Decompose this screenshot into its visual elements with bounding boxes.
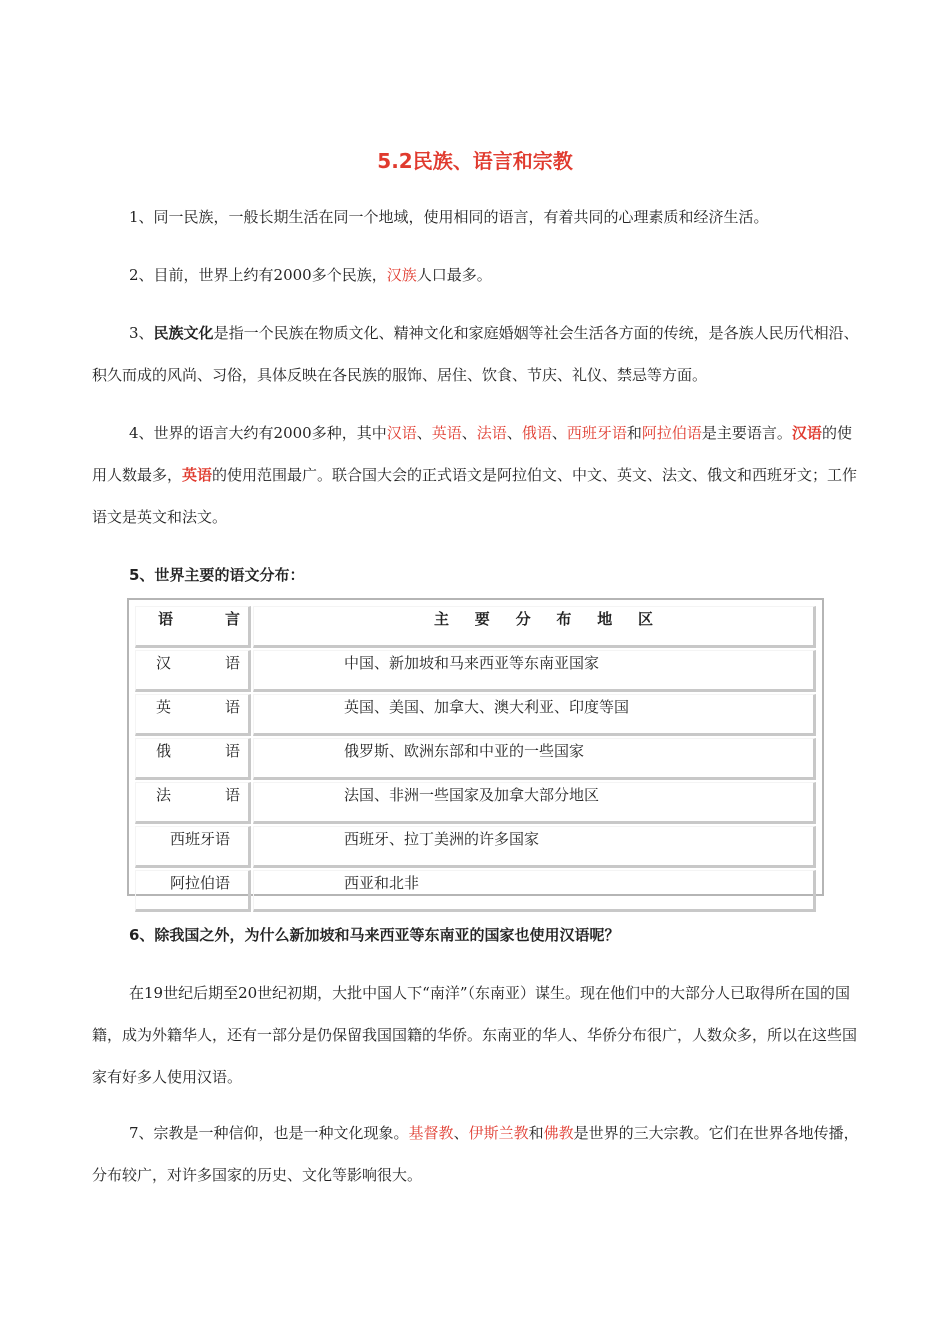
conjunction: 和: [626, 424, 642, 442]
separator: 、: [461, 424, 477, 442]
paragraph-2: [92, 254, 862, 296]
table-row: [135, 650, 816, 692]
religion-islam: 伊斯兰教: [468, 1124, 529, 1142]
language-french: 法语: [476, 424, 507, 442]
paragraph-4-intro: 4、世界的语言大约有2000多种，其中: [129, 424, 387, 442]
language-cell: 西班牙语: [135, 826, 251, 868]
table-row: [135, 870, 816, 912]
language-cell: 英语: [135, 694, 251, 736]
religion-christianity: 基督教: [408, 1124, 454, 1142]
region-cell: 中国、新加坡和马来西亚等东南亚国家: [253, 650, 816, 692]
paragraph-3-number: 3、: [129, 324, 154, 342]
paragraph-7: [92, 1112, 862, 1196]
region-cell: 俄罗斯、欧洲东部和中亚的一些国家: [253, 738, 816, 780]
religion-buddhism: 佛教: [543, 1124, 574, 1142]
language-cell: 阿拉伯语: [135, 870, 251, 912]
language-spanish: 西班牙语: [566, 424, 627, 442]
region-cell: 西班牙、拉丁美洲的许多国家: [253, 826, 816, 868]
table-header-row: [135, 606, 816, 648]
table-row: [135, 826, 816, 868]
language-english: 英语: [431, 424, 462, 442]
header-region: 主要分布地区: [253, 606, 816, 648]
table-row: [135, 782, 816, 824]
han-ethnic-highlight: 汉族: [386, 266, 417, 284]
english-widest-use: 英语: [182, 466, 213, 484]
question-6: 6、除我国之外，为什么新加坡和马来西亚等东南亚的国家也使用汉语呢？: [129, 926, 620, 944]
language-russian: 俄语: [521, 424, 552, 442]
language-cell: 汉语: [135, 650, 251, 692]
region-cell: 法国、非洲一些国家及加拿大部分地区: [253, 782, 816, 824]
paragraph-1: 1、同一民族，一般长期生活在同一个地域，使用相同的语言，有着共同的心理素质和经济生活。: [129, 208, 769, 226]
table-row: [135, 738, 816, 780]
answer-6: 在19世纪后期至20世纪初期，大批中国人下“南洋”（东南亚）谋生。现在他们中的大部分人已取得所在国的国籍，成为外籍华人，还有一部分是仍保留我国国籍的华侨。东南亚的华人、华侨分布很广，人数众多，所以在这些国家有好多人使用汉语。: [92, 984, 858, 1086]
paragraph-7-text: 是世界的三大宗教。它们在世界各地传播，分布较广，对许多国家的历史、文化等影响很大。: [92, 1124, 859, 1184]
language-cell: 俄语: [135, 738, 251, 780]
table-row: [135, 694, 816, 736]
page-title: 5.2民族、语言和宗教: [377, 149, 573, 173]
region-cell: 西亚和北非: [253, 870, 816, 912]
paragraph-3-text: 是指一个民族在物质文化、精神文化和家庭婚姻等社会生活各方面的传统，是各族人民历代相沿、积久而成的风尚、习俗，具体反映在各民族的服饰、居住、饮食、节庆、礼仪、禁忌等方面。: [92, 324, 859, 384]
separator: 、: [416, 424, 432, 442]
separator: 、: [506, 424, 522, 442]
ethnic-culture-term: 民族文化: [153, 324, 214, 342]
language-distribution-table: [127, 598, 824, 896]
separator: 、: [453, 1124, 469, 1142]
language-chinese: 汉语: [386, 424, 417, 442]
section-5-heading: 5、世界主要的语文分布：: [129, 566, 305, 584]
paragraph-4: [92, 412, 862, 538]
paragraph-4-text: 的使用人数最多，: [92, 424, 852, 484]
paragraph-3: [92, 312, 862, 396]
conjunction: 和: [528, 1124, 544, 1142]
chinese-most-speakers: 汉语: [791, 424, 822, 442]
language-cell: 法语: [135, 782, 251, 824]
language-arabic: 阿拉伯语: [641, 424, 702, 442]
header-language: 语言: [135, 606, 251, 648]
paragraph-4-mid: 是主要语言。: [701, 424, 792, 442]
paragraph-7-intro: 7、宗教是一种信仰，也是一种文化现象。: [129, 1124, 409, 1142]
paragraph-2-text: 2、目前，世界上约有2000多个民族，: [129, 266, 387, 284]
separator: 、: [551, 424, 567, 442]
paragraph-4-text-end: 的使用范围最广。联合国大会的正式语文是阿拉伯文、中文、英文、法文、俄文和西班牙文；工作语文是英文和法文。: [92, 466, 858, 526]
region-cell: 英国、美国、加拿大、澳大利亚、印度等国: [253, 694, 816, 736]
paragraph-2-text-end: 人口最多。: [416, 266, 492, 284]
